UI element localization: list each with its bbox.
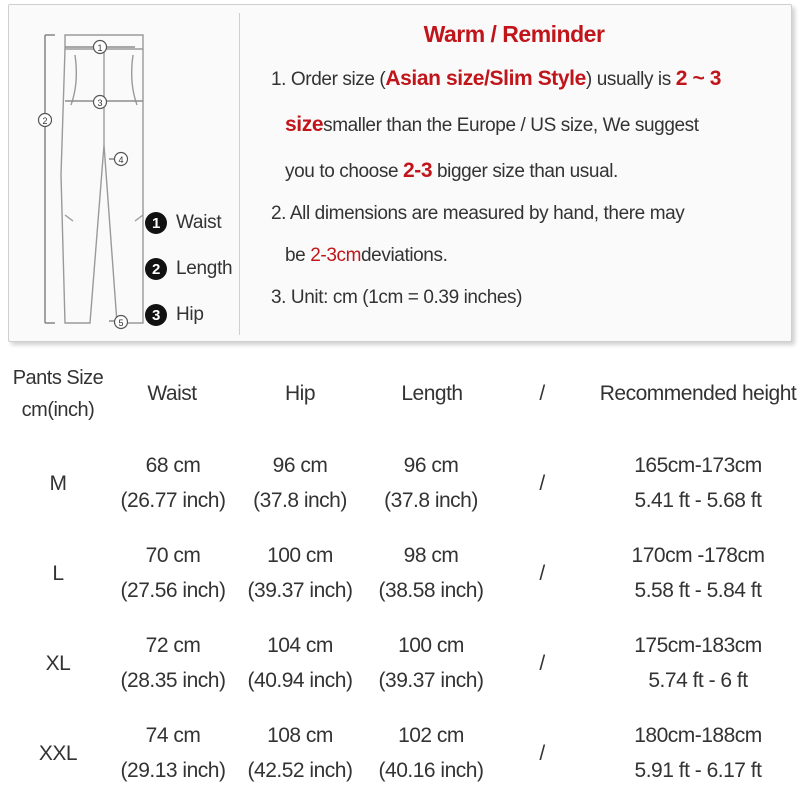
reminder-note-2-line-1: 2. All dimensions are measured by hand, there may bbox=[271, 203, 685, 224]
header-slash: / bbox=[539, 382, 545, 405]
size-cell: M bbox=[49, 472, 67, 495]
hip-cell: 100 cm (39.37 inch) bbox=[247, 544, 353, 602]
reminder-title: Warm / Reminder bbox=[423, 21, 605, 47]
measurement-legend bbox=[145, 200, 245, 338]
length-cell: 96 cm (37.8 inch) bbox=[384, 454, 478, 512]
reminder-note-2-line-2: be 2-3cmdeviations. bbox=[285, 245, 448, 266]
length-cell: 100 cm (39.37 inch) bbox=[378, 634, 484, 692]
asian-size-highlight: Asian size/Slim Style bbox=[385, 67, 586, 90]
waist-cell: 70 cm (27.56 inch) bbox=[120, 544, 226, 602]
diagram-marker-2 bbox=[39, 114, 52, 127]
slash-cell: / bbox=[539, 652, 545, 675]
table-row bbox=[0, 718, 800, 790]
svg-text:4: 4 bbox=[118, 155, 124, 165]
legend-number-badge: 2 bbox=[145, 258, 167, 280]
size-cell: XXL bbox=[38, 742, 78, 765]
table-header-row bbox=[0, 360, 800, 440]
legend-item-hip bbox=[145, 292, 245, 338]
legend-number-badge: 3 bbox=[145, 304, 167, 326]
legend-number-badge: 1 bbox=[145, 212, 167, 234]
reminder-note-1-line-2: sizesmaller than the Europe / US size, We suggest bbox=[285, 113, 699, 136]
waist-cell: 74 cm (29.13 inch) bbox=[120, 724, 226, 782]
size-cell: XL bbox=[45, 652, 71, 675]
legend-label: Waist bbox=[176, 212, 222, 233]
diagram-marker-5 bbox=[115, 316, 128, 329]
header-recommended-height: Recommended height bbox=[599, 382, 797, 405]
hip-cell: 108 cm (42.52 inch) bbox=[247, 724, 353, 782]
table-row bbox=[0, 628, 800, 700]
diagram-marker-3 bbox=[94, 96, 107, 109]
size-range-highlight: 2 ~ 3 bbox=[675, 67, 722, 90]
hip-cell: 96 cm (37.8 inch) bbox=[253, 454, 347, 512]
svg-text:2: 2 bbox=[42, 116, 48, 126]
legend-item-waist bbox=[145, 200, 245, 246]
header-pants-size: Pants Size cm(inch) bbox=[12, 367, 104, 421]
legend-label: Hip bbox=[176, 304, 204, 325]
waist-cell: 72 cm (28.35 inch) bbox=[120, 634, 226, 692]
height-cell: 165cm-173cm 5.41 ft - 5.68 ft bbox=[634, 454, 762, 512]
svg-text:3: 3 bbox=[97, 98, 103, 108]
panel-divider bbox=[239, 13, 240, 335]
slash-cell: / bbox=[539, 742, 545, 765]
height-cell: 180cm-188cm 5.91 ft - 6.17 ft bbox=[634, 724, 762, 782]
diagram-marker-4 bbox=[115, 153, 128, 166]
height-cell: 170cm -178cm 5.58 ft - 5.84 ft bbox=[631, 544, 765, 602]
table-row bbox=[0, 538, 800, 610]
size-guide-panel bbox=[8, 4, 792, 342]
slash-cell: / bbox=[539, 562, 545, 585]
reminder-note-1-line-3: you to choose 2-3 bigger size than usual. bbox=[285, 159, 618, 182]
length-cell: 98 cm (38.58 inch) bbox=[378, 544, 484, 602]
height-cell: 175cm-183cm 5.74 ft - 6 ft bbox=[634, 634, 762, 692]
diagram-marker-1 bbox=[94, 41, 107, 54]
header-length: Length bbox=[401, 382, 463, 405]
size-cell: L bbox=[52, 562, 64, 585]
waist-cell: 68 cm (26.77 inch) bbox=[120, 454, 226, 512]
slash-cell: / bbox=[539, 472, 545, 495]
reminder-note-3: 3. Unit: cm (1cm = 0.39 inches) bbox=[271, 287, 523, 308]
legend-item-length bbox=[145, 246, 245, 292]
table-row bbox=[0, 448, 800, 520]
header-hip: Hip bbox=[284, 382, 315, 405]
length-cell: 102 cm (40.16 inch) bbox=[378, 724, 484, 782]
legend-label: Length bbox=[176, 258, 233, 279]
pants-diagram bbox=[25, 25, 145, 335]
hip-cell: 104 cm (40.94 inch) bbox=[247, 634, 353, 692]
reminder-note-1-line-1: 1. Order size (Asian size/Slim Style) usually is 2 ~ 3 bbox=[271, 67, 722, 90]
svg-text:5: 5 bbox=[118, 318, 124, 328]
svg-text:1: 1 bbox=[97, 43, 103, 53]
header-waist: Waist bbox=[147, 382, 197, 405]
